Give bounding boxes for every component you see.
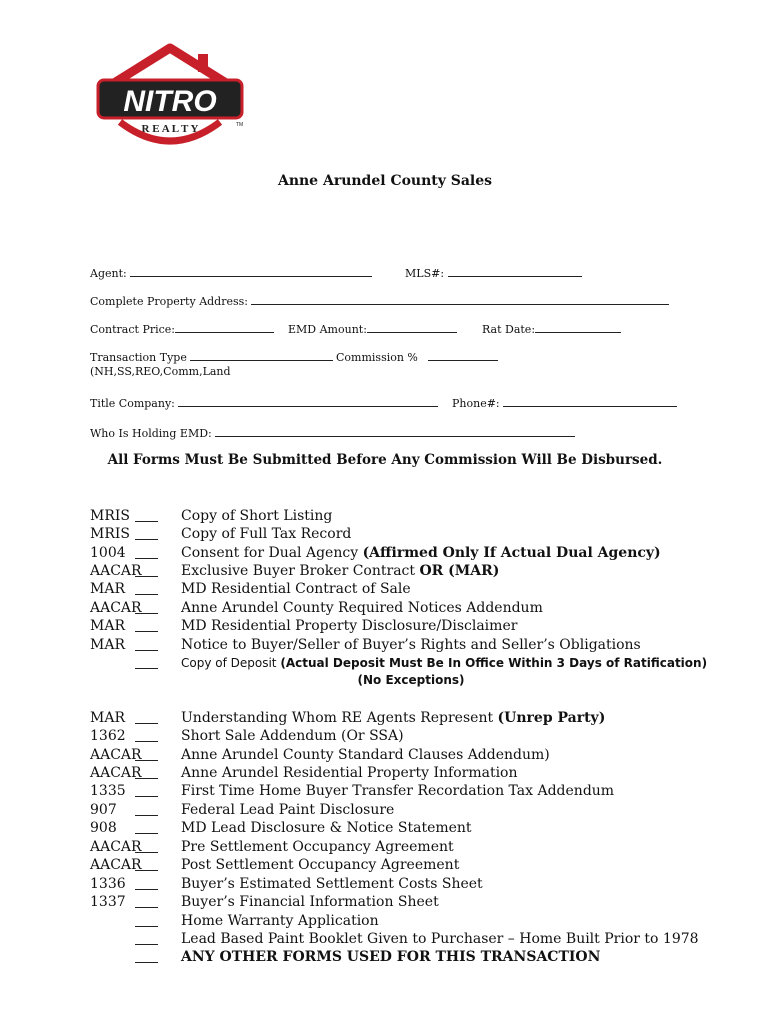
form-check-blank[interactable] [135,912,158,927]
logo-tm: TM [236,122,244,128]
contract-price-line[interactable] [175,321,274,333]
transaction-type-line[interactable] [190,349,333,361]
form-check-blank[interactable] [135,930,158,945]
emd-holder-label: Who Is Holding EMD: [90,427,212,440]
form-check-blank[interactable] [135,709,158,724]
commission-notice: All Forms Must Be Submitted Before Any Commission Will Be Disbursed. [107,452,663,468]
commission-label: Commission % [336,351,418,364]
form-check-blank[interactable] [135,801,158,816]
emd-amount-label: EMD Amount: [288,323,367,336]
no-exceptions-note: (No Exceptions) [357,673,465,687]
form-check-blank[interactable] [135,544,158,559]
form-check-blank[interactable] [135,507,158,522]
form-code: AACAR [90,600,142,616]
commission-field[interactable] [336,349,498,365]
agent-label: Agent: [90,267,127,280]
form-code: AACAR [90,563,142,579]
form-description: Buyer’s Financial Information Sheet [181,894,439,910]
form-description: Buyer’s Estimated Settlement Costs Sheet [181,876,483,892]
logo-sub: R E A L T Y [141,123,199,135]
emd-amount-line[interactable] [367,321,457,333]
emd-holder-field[interactable] [90,425,575,441]
form-code: 1004 [90,545,126,561]
form-description: Anne Arundel County Standard Clauses Addendum) [181,747,550,763]
form-check-blank[interactable] [135,636,158,651]
agent-line[interactable] [130,265,372,277]
form-description: Copy of Short Listing [181,508,333,524]
mls-line[interactable] [448,265,582,277]
transaction-type-label: Transaction Type [90,351,187,364]
form-description: ANY OTHER FORMS USED FOR THIS TRANSACTION [181,949,601,965]
mls-label: MLS#: [405,267,445,280]
title-company-line[interactable] [178,395,438,407]
form-code: 1336 [90,876,126,892]
rat-date-label: Rat Date: [482,323,536,336]
form-code: 907 [90,802,117,818]
agent-field[interactable] [90,265,372,281]
form-check-blank[interactable] [135,562,158,577]
phone-field[interactable] [452,395,677,411]
form-code: MAR [90,618,125,634]
form-code: MAR [90,710,125,726]
emd-holder-line[interactable] [215,425,575,437]
form-check-blank[interactable] [135,617,158,632]
logo-word: NITRO [123,85,217,118]
form-check-blank[interactable] [135,764,158,779]
phone-line[interactable] [503,395,677,407]
form-code: MAR [90,581,125,597]
form-check-blank[interactable] [135,819,158,834]
form-code: MRIS [90,526,130,542]
form-description: Anne Arundel County Required Notices Addendum [181,600,543,616]
form-code: AACAR [90,839,142,855]
form-check-blank[interactable] [135,580,158,595]
form-description: Anne Arundel Residential Property Information [181,765,518,781]
title-company-label: Title Company: [90,397,175,410]
mls-field[interactable] [405,265,582,281]
form-description: Notice to Buyer/Seller of Buyer’s Rights and Seller’s Obligations [181,637,641,653]
form-check-blank[interactable] [135,893,158,908]
form-code: AACAR [90,857,142,873]
form-check-blank[interactable] [135,838,158,853]
form-description: Pre Settlement Occupancy Agreement [181,839,454,855]
page-title: Anne Arundel County Sales [277,173,493,189]
form-description: Short Sale Addendum (Or SSA) [181,728,404,744]
form-check-blank[interactable] [135,856,158,871]
form-code: AACAR [90,765,142,781]
form-description: Copy of Deposit (Actual Deposit Must Be In Office Within 3 Days of Ratification) [181,656,708,670]
emd-amount-field[interactable] [288,321,457,337]
form-code: AACAR [90,747,142,763]
form-description: Consent for Dual Agency (Affirmed Only If Actual Dual Agency) [181,545,661,561]
contract-price-field[interactable] [90,321,274,337]
form-check-blank[interactable] [135,875,158,890]
form-check-blank[interactable] [135,525,158,540]
form-description: First Time Home Buyer Transfer Recordation Tax Addendum [181,783,615,799]
form-description: MD Lead Disclosure & Notice Statement [181,820,472,836]
form-check-blank[interactable] [135,654,158,669]
form-code: MRIS [90,508,130,524]
nitro-realty-logo [90,40,250,152]
form-check-blank[interactable] [135,599,158,614]
form-description: MD Residential Contract of Sale [181,581,411,597]
address-field[interactable] [90,293,669,309]
form-description: MD Residential Property Disclosure/Disclaimer [181,618,518,634]
form-description: Federal Lead Paint Disclosure [181,802,395,818]
form-check-blank[interactable] [135,746,158,761]
form-description: Home Warranty Application [181,913,379,929]
form-description: Copy of Full Tax Record [181,526,352,542]
form-check-blank[interactable] [135,782,158,797]
form-description: Understanding Whom RE Agents Represent (Unrep Party) [181,710,606,726]
form-code: MAR [90,637,125,653]
title-company-field[interactable] [90,395,438,411]
form-description: Lead Based Paint Booklet Given to Purchaser – Home Built Prior to 1978 [181,931,699,947]
form-code: 1335 [90,783,126,799]
transaction-type-field[interactable] [90,349,333,365]
form-code: 1337 [90,894,126,910]
address-line[interactable] [251,293,669,305]
form-check-blank[interactable] [135,727,158,742]
form-code: 908 [90,820,117,836]
transaction-types-hint: (NH,SS,REO,Comm,Land [90,365,231,378]
form-description: Post Settlement Occupancy Agreement [181,857,460,873]
phone-label: Phone#: [452,397,500,410]
form-code: 1362 [90,728,126,744]
rat-date-line[interactable] [535,321,621,333]
contract-price-label: Contract Price: [90,323,175,336]
commission-line[interactable] [428,349,498,361]
rat-date-field[interactable] [482,321,621,337]
form-description: Exclusive Buyer Broker Contract OR (MAR) [181,563,500,579]
address-label: Complete Property Address: [90,295,248,308]
form-check-blank[interactable] [135,948,158,963]
